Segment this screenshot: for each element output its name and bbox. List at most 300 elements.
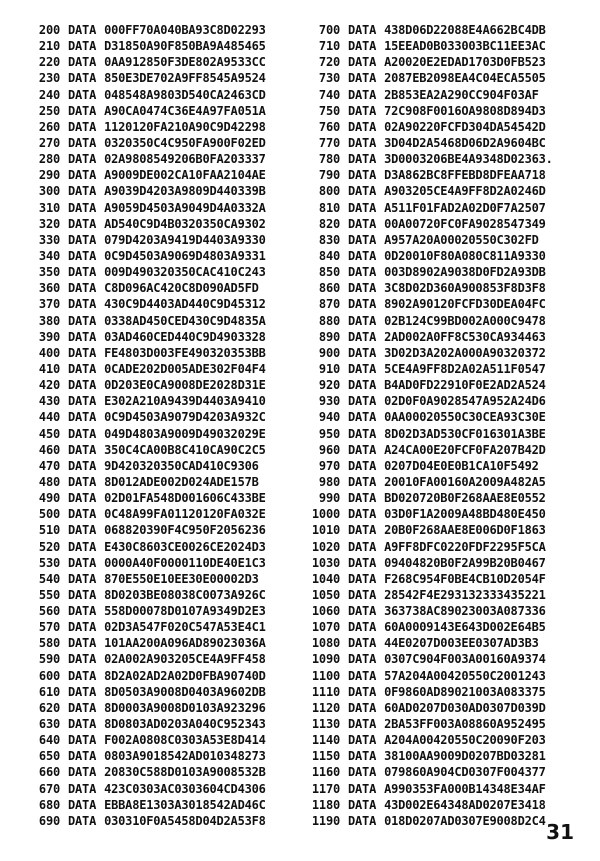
data-line	[300, 764, 553, 780]
line-number: 250	[38, 103, 60, 118]
data-keyword: DATA	[68, 717, 97, 732]
data-keyword: DATA	[68, 442, 97, 457]
data-keyword: DATA	[68, 23, 97, 37]
data-line	[300, 151, 553, 167]
data-keyword: DATA	[68, 216, 97, 231]
line-number: 870	[318, 297, 340, 312]
data-keyword: DATA	[68, 200, 97, 215]
hex-data: A511F01FAD2A02D0F7A2507	[384, 200, 546, 215]
data-keyword: DATA	[348, 797, 377, 812]
data-line	[18, 103, 266, 119]
data-keyword: DATA	[68, 700, 97, 715]
hex-data: 003D8902A9038D0FD2A93DB	[384, 265, 546, 280]
hex-data: 3D04D2A5468D06D2A9604BC	[384, 135, 546, 150]
hex-data: B4AD0FD22910F0E2AD2A524	[384, 378, 546, 393]
hex-data: 0C48A99FA01120120FA032E	[104, 507, 266, 522]
line-number: 730	[318, 71, 340, 86]
line-number: 740	[318, 87, 340, 102]
line-number: 280	[38, 152, 60, 167]
hex-data: 8D0503A9008D0403A9602DB	[104, 684, 266, 699]
line-number: 370	[38, 297, 60, 312]
hex-data: A990353FA000B14348E34AF	[384, 781, 546, 796]
hex-data: 20010FA00160A2009A482A5	[384, 474, 546, 489]
data-line	[18, 474, 266, 490]
data-line	[18, 151, 266, 167]
data-keyword: DATA	[68, 248, 97, 263]
line-number: 790	[318, 168, 340, 183]
data-keyword: DATA	[68, 103, 97, 118]
hex-data: A9059D4503A9049D4A0332A	[104, 200, 266, 215]
data-line	[300, 555, 553, 571]
page-number: 31	[546, 820, 574, 844]
hex-data: A9FF8DFC0220FDF2295F5CA	[384, 539, 546, 554]
data-keyword: DATA	[348, 458, 377, 473]
hex-data: 02D01FA548D001606C433BE	[104, 491, 266, 506]
line-number: 650	[38, 749, 60, 764]
line-number: 530	[38, 555, 60, 570]
line-number: 380	[38, 313, 60, 328]
line-number: 410	[38, 361, 60, 376]
data-line	[300, 442, 553, 458]
data-line	[300, 506, 553, 522]
line-number: 640	[38, 733, 60, 748]
line-number: 220	[38, 55, 60, 70]
data-line	[300, 700, 553, 716]
data-keyword: DATA	[348, 781, 377, 796]
data-keyword: DATA	[348, 394, 377, 409]
data-keyword: DATA	[68, 426, 97, 441]
line-number: 700	[318, 23, 340, 37]
hex-data: 0C9D4503A9079D4203A932C	[104, 410, 266, 425]
line-number: 1050	[311, 587, 340, 602]
data-line	[300, 651, 553, 667]
hex-data: 0338AD450CED430C9D4835A	[104, 313, 266, 328]
data-keyword: DATA	[68, 523, 97, 538]
data-line	[300, 103, 553, 119]
line-number: 660	[38, 765, 60, 780]
data-line	[300, 167, 553, 183]
data-line	[300, 87, 553, 103]
data-keyword: DATA	[68, 765, 97, 780]
data-line	[300, 409, 553, 425]
line-number: 350	[38, 265, 60, 280]
data-keyword: DATA	[348, 507, 377, 522]
hex-data: E430C8603CE0026CE2024D3	[104, 539, 266, 554]
data-line	[18, 522, 266, 538]
data-line	[300, 200, 553, 216]
hex-data: 0AA00020550C30CEA93C30E	[384, 410, 546, 425]
data-keyword: DATA	[348, 248, 377, 263]
data-keyword: DATA	[348, 620, 377, 635]
data-keyword: DATA	[348, 103, 377, 118]
hex-data: 0000A40F0000110DE40E1C3	[104, 555, 266, 570]
data-keyword: DATA	[68, 313, 97, 328]
hex-data: 15EEAD0B033003BC11EE3AC	[384, 39, 546, 54]
hex-data: EBBA8E1303A3018542AD46C	[104, 797, 266, 812]
line-number: 480	[38, 474, 60, 489]
data-line	[300, 345, 553, 361]
hex-data: 02A9808549206B0FA203337	[104, 152, 266, 167]
data-keyword: DATA	[68, 265, 97, 280]
line-number: 920	[318, 378, 340, 393]
data-keyword: DATA	[348, 571, 377, 586]
data-keyword: DATA	[68, 555, 97, 570]
line-number: 400	[38, 345, 60, 360]
line-number: 570	[38, 620, 60, 635]
line-number: 550	[38, 587, 60, 602]
data-line	[300, 571, 553, 587]
hex-data: 8902A90120FCFD30DEA04FC	[384, 297, 546, 312]
hex-data: 430C9D4403AD440C9D45312	[104, 297, 266, 312]
data-line	[300, 280, 553, 296]
data-line	[300, 232, 553, 248]
data-keyword: DATA	[348, 313, 377, 328]
hex-data: 009D490320350CAC410C243	[104, 265, 266, 280]
data-keyword: DATA	[68, 604, 97, 619]
data-keyword: DATA	[68, 539, 97, 554]
line-number: 900	[318, 345, 340, 360]
data-keyword: DATA	[348, 426, 377, 441]
data-keyword: DATA	[68, 394, 97, 409]
data-keyword: DATA	[68, 684, 97, 699]
data-line	[300, 619, 553, 635]
data-line	[18, 135, 266, 151]
line-number: 1190	[311, 813, 340, 828]
data-keyword: DATA	[348, 636, 377, 651]
hex-data: 38100AA9009D0207BD03281	[384, 749, 546, 764]
data-line	[300, 38, 553, 54]
hex-data: 2AD002A0FF8C530CA934463	[384, 329, 546, 344]
data-line	[18, 635, 266, 651]
line-number: 460	[38, 442, 60, 457]
hex-data: 870E550E10EE30E00002D3	[104, 571, 259, 586]
data-keyword: DATA	[348, 700, 377, 715]
data-line	[18, 748, 266, 764]
line-number: 980	[318, 474, 340, 489]
line-number: 780	[318, 152, 340, 167]
data-line	[18, 668, 266, 684]
line-number: 240	[38, 87, 60, 102]
line-number: 320	[38, 216, 60, 231]
data-line	[18, 119, 266, 135]
data-keyword: DATA	[68, 297, 97, 312]
line-number: 940	[318, 410, 340, 425]
data-line	[18, 361, 266, 377]
data-keyword: DATA	[348, 539, 377, 554]
hex-data: 018D0207AD0307E9008D2C4	[384, 813, 546, 828]
line-number: 1060	[311, 604, 340, 619]
hex-data: A20020E2EDAD1703D0FB523	[384, 55, 546, 70]
hex-data: A90CA0474C36E4A97FA051A	[104, 103, 266, 118]
line-number: 990	[318, 491, 340, 506]
hex-data: A903205CE4A9FF8D2A0246D	[384, 184, 546, 199]
data-keyword: DATA	[68, 232, 97, 247]
data-line	[18, 587, 266, 603]
data-line	[300, 377, 553, 393]
data-keyword: DATA	[68, 781, 97, 796]
data-line	[300, 70, 553, 86]
hex-data: A9039D4203A9809D440339B	[104, 184, 266, 199]
line-number: 1150	[311, 749, 340, 764]
data-keyword: DATA	[68, 571, 97, 586]
hex-data: 8D012ADE002D024ADE157B	[104, 474, 259, 489]
hex-data: 068820390F4C950F2056236	[104, 523, 266, 538]
data-keyword: DATA	[348, 410, 377, 425]
line-number: 950	[318, 426, 340, 441]
data-line	[18, 183, 266, 199]
hex-data: A204A00420550C20090F203	[384, 733, 546, 748]
line-number: 970	[318, 458, 340, 473]
line-number: 450	[38, 426, 60, 441]
line-number: 930	[318, 394, 340, 409]
data-line	[18, 490, 266, 506]
line-number: 440	[38, 410, 60, 425]
data-keyword: DATA	[68, 749, 97, 764]
data-line	[300, 732, 553, 748]
data-line	[300, 716, 553, 732]
data-line	[300, 522, 553, 538]
line-number: 1110	[311, 684, 340, 699]
data-line	[18, 813, 266, 829]
hex-data: 5CE4A9FF8D2A02A511F0547	[384, 361, 546, 376]
data-keyword: DATA	[68, 813, 97, 828]
hex-data: AD540C9D4B0320350CA9302	[104, 216, 266, 231]
hex-data: 02A90220FCFD304DA54542D	[384, 119, 546, 134]
line-number: 330	[38, 232, 60, 247]
line-number: 760	[318, 119, 340, 134]
data-keyword: DATA	[68, 55, 97, 70]
hex-data: F268C954F0BE4CB10D2054F	[384, 571, 546, 586]
data-line	[300, 393, 553, 409]
line-number: 1160	[311, 765, 340, 780]
line-number: 610	[38, 684, 60, 699]
data-line	[300, 22, 553, 38]
data-line	[18, 232, 266, 248]
hex-data: 0C9D4503A9069D4803A9331	[104, 248, 266, 263]
data-line	[18, 458, 266, 474]
data-line	[300, 248, 553, 264]
hex-data: 558D00078D0107A9349D2E3	[104, 604, 266, 619]
data-keyword: DATA	[348, 587, 377, 602]
data-line	[18, 70, 266, 86]
hex-data: 048548A9803D540CA2463CD	[104, 87, 266, 102]
hex-data: BD020720B0F268AAE8E0552	[384, 491, 546, 506]
data-line	[18, 539, 266, 555]
hex-data: 20830C588D0103A9008532B	[104, 765, 266, 780]
line-number: 290	[38, 168, 60, 183]
hex-data: 423C0303AC0303604CD4306	[104, 781, 266, 796]
data-keyword: DATA	[348, 555, 377, 570]
hex-data: 0D203E0CA9008DE2028D31E	[104, 378, 266, 393]
data-line	[18, 781, 266, 797]
data-keyword: DATA	[348, 71, 377, 86]
hex-data: 2087EB2098EA4C04ECA5505	[384, 71, 546, 86]
hex-data: 2B853EA2A290CC904F03AF	[384, 87, 539, 102]
data-line	[300, 603, 553, 619]
data-line	[300, 135, 553, 151]
hex-data: A957A20A00020550C302FD	[384, 232, 539, 247]
line-number: 820	[318, 216, 340, 231]
data-keyword: DATA	[348, 23, 377, 37]
hex-data: 079860A904CD0307F004377	[384, 765, 546, 780]
data-keyword: DATA	[68, 168, 97, 183]
hex-data: 02D3A547F020C547A53E4C1	[104, 620, 266, 635]
line-number: 890	[318, 329, 340, 344]
hex-data: 9D420320350CAD410C9306	[104, 458, 259, 473]
line-number: 1140	[311, 733, 340, 748]
data-line	[18, 54, 266, 70]
line-number: 770	[318, 135, 340, 150]
line-number: 420	[38, 378, 60, 393]
line-number: 800	[318, 184, 340, 199]
hex-data: 350C4CA00B8C410CA90C2C5	[104, 442, 266, 457]
hex-data: 8D0003A9008D0103A923296	[104, 700, 266, 715]
line-number: 1090	[311, 652, 340, 667]
hex-data: 0F9860AD89021003A083375	[384, 684, 546, 699]
data-keyword: DATA	[348, 523, 377, 538]
data-keyword: DATA	[348, 604, 377, 619]
line-number: 840	[318, 248, 340, 263]
line-number: 1180	[311, 797, 340, 812]
line-number: 1080	[311, 636, 340, 651]
data-line	[300, 813, 553, 829]
data-line	[18, 506, 266, 522]
data-line	[18, 409, 266, 425]
data-line	[18, 377, 266, 393]
data-keyword: DATA	[348, 813, 377, 828]
data-line	[18, 38, 266, 54]
hex-data: 3D0003206BE4A9348D02363.	[384, 152, 553, 167]
data-keyword: DATA	[68, 184, 97, 199]
hex-data: 8D2A02AD2A02D0FBA90740D	[104, 668, 266, 683]
hex-data: 43D002E64348AD0207E3418	[384, 797, 546, 812]
data-line	[300, 635, 553, 651]
line-number: 210	[38, 39, 60, 54]
line-number: 850	[318, 265, 340, 280]
hex-data: 3D02D3A202A000A90320372	[384, 345, 546, 360]
hex-data: 2BA53FF003A08860A952495	[384, 717, 546, 732]
line-number: 600	[38, 668, 60, 683]
data-keyword: DATA	[348, 281, 377, 296]
data-keyword: DATA	[68, 361, 97, 376]
data-line	[18, 764, 266, 780]
hex-data: 60A0009143E643D002E64B5	[384, 620, 546, 635]
line-number: 1010	[311, 523, 340, 538]
line-number: 300	[38, 184, 60, 199]
data-keyword: DATA	[68, 87, 97, 102]
line-number: 1030	[311, 555, 340, 570]
data-line	[18, 296, 266, 312]
data-line	[18, 619, 266, 635]
hex-data: 0CADE202D005ADE302F04F4	[104, 361, 266, 376]
hex-data: 438D06D22088E4A662BC4DB	[384, 23, 546, 37]
hex-data: 03AD460CED440C9D4903328	[104, 329, 266, 344]
data-keyword: DATA	[348, 297, 377, 312]
hex-data: 0803A9018542AD010348273	[104, 749, 266, 764]
data-line	[300, 539, 553, 555]
hex-data: 02D0F0A9028547A952A24D6	[384, 394, 546, 409]
hex-data: 72C908F0016OA9808D894D3	[384, 103, 546, 118]
hex-data: 03D0F1A2009A48BD480E450	[384, 507, 546, 522]
hex-data: 00A00720FC0FA9028547349	[384, 216, 546, 231]
hex-data: FE4803D003FE490320353BB	[104, 345, 266, 360]
data-keyword: DATA	[348, 733, 377, 748]
data-line	[300, 216, 553, 232]
hex-data: C8D096AC420C8D090AD5FD	[104, 281, 259, 296]
hex-data: 101AA200A096AD89023036A	[104, 636, 266, 651]
data-keyword: DATA	[348, 378, 377, 393]
data-line	[18, 280, 266, 296]
hex-data: 09404820B0F2A99B20B0467	[384, 555, 546, 570]
data-keyword: DATA	[68, 281, 97, 296]
line-number: 1170	[311, 781, 340, 796]
data-line	[18, 555, 266, 571]
data-line	[18, 345, 266, 361]
line-number: 270	[38, 135, 60, 150]
line-number: 960	[318, 442, 340, 457]
data-line	[300, 781, 553, 797]
line-number: 520	[38, 539, 60, 554]
line-number: 630	[38, 717, 60, 732]
data-keyword: DATA	[68, 636, 97, 651]
data-keyword: DATA	[68, 491, 97, 506]
data-keyword: DATA	[348, 717, 377, 732]
data-line	[300, 684, 553, 700]
data-line	[300, 490, 553, 506]
data-line	[300, 183, 553, 199]
hex-data: 0307C904F003A00160A9374	[384, 652, 546, 667]
data-line	[18, 732, 266, 748]
hex-data: 1120120FA210A90C9D42298	[104, 119, 266, 134]
hex-data: 57A204A00420550C2001243	[384, 668, 546, 683]
data-keyword: DATA	[348, 184, 377, 199]
data-line	[300, 119, 553, 135]
hex-data: 02B124C99BD002A000C9478	[384, 313, 546, 328]
data-keyword: DATA	[348, 474, 377, 489]
data-keyword: DATA	[348, 200, 377, 215]
data-keyword: DATA	[348, 55, 377, 70]
data-line	[300, 264, 553, 280]
line-number: 1130	[311, 717, 340, 732]
line-number: 690	[38, 813, 60, 828]
hex-data: 3C8D02D360A900853F8D3F8	[384, 281, 546, 296]
data-line	[300, 296, 553, 312]
data-keyword: DATA	[68, 152, 97, 167]
data-line	[18, 87, 266, 103]
data-line	[18, 603, 266, 619]
data-keyword: DATA	[68, 71, 97, 86]
data-keyword: DATA	[68, 652, 97, 667]
data-keyword: DATA	[348, 135, 377, 150]
data-keyword: DATA	[68, 507, 97, 522]
data-keyword: DATA	[68, 458, 97, 473]
line-number: 340	[38, 248, 60, 263]
data-keyword: DATA	[348, 684, 377, 699]
line-number: 670	[38, 781, 60, 796]
data-keyword: DATA	[68, 378, 97, 393]
listing-right-column	[300, 22, 553, 829]
data-line	[18, 216, 266, 232]
line-number: 1070	[311, 620, 340, 635]
data-line	[18, 571, 266, 587]
data-keyword: DATA	[68, 345, 97, 360]
line-number: 540	[38, 571, 60, 586]
data-line	[18, 651, 266, 667]
data-keyword: DATA	[68, 474, 97, 489]
data-line	[18, 167, 266, 183]
hex-data: 850E3DE702A9FF8545A9524	[104, 71, 266, 86]
line-number: 1020	[311, 539, 340, 554]
